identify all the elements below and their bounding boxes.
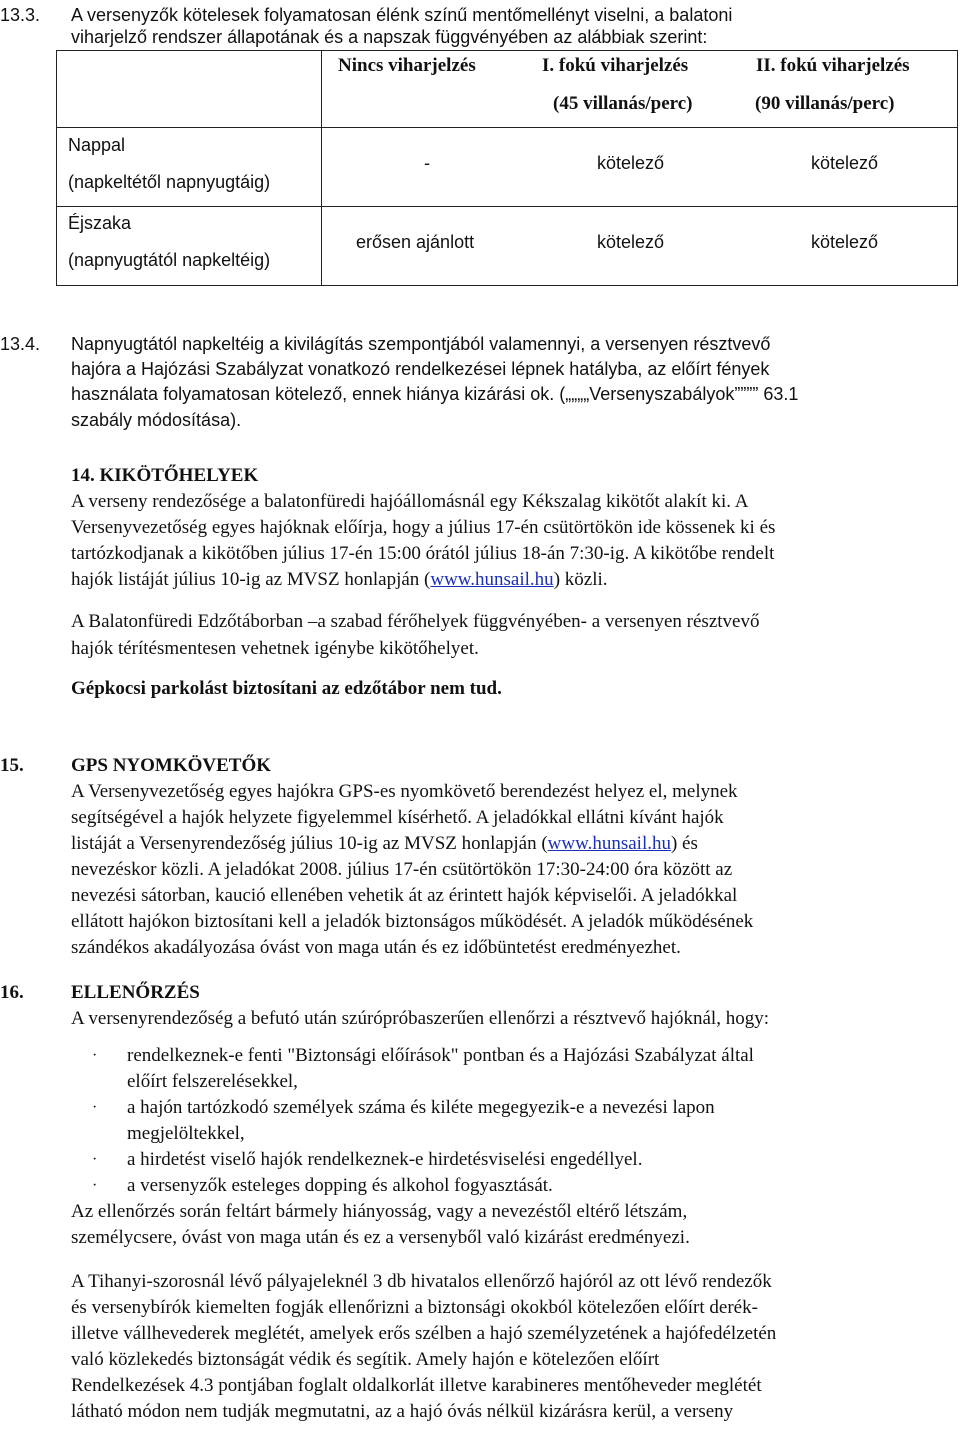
section-16-tihany-line: illetve vállhevederek meglétét, amelyek erős szélben a hajó személyzetének a hajófedélzetén	[71, 1323, 777, 1344]
section-15-text-end: ) és	[670, 833, 698, 854]
section-16-after-line: személycsere, óvást von maga után és ez a versenyből való kizárást eredményezi.	[71, 1227, 690, 1248]
section-16-tihany-line: való közlekedés biztonságát védik és segítik. Amely hajón e kötelezően előírt	[71, 1349, 660, 1370]
section-15-text: listáját a Versenyrendezőség július 10-ig az MVSZ honlapján (	[71, 833, 548, 854]
section-14-parking-note: Gépkocsi parkolást biztosítani az edzőtábor nem tud.	[71, 678, 502, 699]
bullet-marker: ·	[92, 1099, 98, 1116]
cell-day-first-degree: kötelező	[597, 153, 665, 173]
hunsail-link[interactable]: www.hunsail.hu	[430, 569, 554, 590]
check-item-line: rendelkeznek-e fenti "Biztonsági előírások" pontban és a Hajózási Szabályzat által	[127, 1045, 754, 1066]
cell-night-first-degree: kötelező	[597, 232, 665, 252]
section-14-p1-line: A verseny rendezősége a balatonfüredi hajóállomásnál egy Kékszalag kikötőt alakít ki. A	[71, 491, 749, 512]
section-14-p1-line: Versenyvezetőség egyes hajóknak előírja, hogy a július 17-én csütörtökön ide kössenek ki és	[71, 517, 776, 538]
row-header-day-detail: (napkeltétől napnyugtáig)	[68, 172, 271, 192]
row-header-night: Éjszaka	[68, 213, 132, 233]
bullet-marker: ·	[92, 1177, 98, 1194]
bullet-marker: ·	[92, 1151, 98, 1168]
section-16-intro: A versenyrendezőség a befutó után szúrópróbaszerűen ellenőrzi a résztvevő hajóknál, hogy:	[71, 1008, 769, 1029]
section-14-p1-last-line	[71, 568, 608, 592]
section-15-line: nevezéskor közli. A jeladókat 2008. július 17-én csütörtökön 17:30-24:00 óra között az	[71, 859, 733, 880]
section-13-3-line-1: A versenyzők kötelesek folyamatosan élénk színű mentőmellényt viselni, a balatoni	[71, 5, 733, 25]
section-15-line: ellátott hajókon biztosítani kell a jeladók biztonságos működését. A jeladók működésének	[71, 911, 754, 932]
section-14-p1-line: tartózkodjanak a kikötőben július 17-én 15:00 órától július 18-án 7:30-ig. A kikötőbe rendelt	[71, 543, 775, 564]
section-14-p2-line: hajók térítésmentesen vehetnek igénybe kikötőhelyet.	[71, 638, 479, 659]
section-14-p2-line: A Balatonfüredi Edzőtáborban –a szabad férőhelyek függvényében- a versenyen résztvevő	[71, 611, 760, 632]
col-header-second-degree: II. fokú viharjelzés	[756, 55, 910, 76]
section-16-tihany-line: látható módon nem tudják megmutatni, az a hajó óvás nélkül kizárásra kerül, a verseny	[71, 1401, 734, 1422]
section-14-p1-text: hajók listáját július 10-ig az MVSZ honlapján (	[71, 569, 431, 590]
check-item-line: a hirdetést viselő hajók rendelkeznek-e hirdetésviselési engedéllyel.	[127, 1149, 643, 1170]
col-header-first-degree-rate: (45 villanás/perc)	[553, 93, 693, 114]
check-item-line: a versenyzők esteleges dopping és alkohol fogyasztását.	[127, 1175, 553, 1196]
cell-night-no-warning: erősen ajánlott	[356, 232, 475, 252]
col-header-first-degree: I. fokú viharjelzés	[542, 55, 689, 76]
check-item-line: a hajón tartózkodó személyek száma és kiléte megegyezik-e a nevezési lapon	[127, 1097, 715, 1118]
col-header-no-warning: Nincs viharjelzés	[338, 55, 476, 76]
section-13-3-line-2: viharjelző rendszer állapotának és a napszak függvényében az alábbiak szerint:	[71, 27, 708, 47]
cell-night-second-degree: kötelező	[811, 232, 879, 252]
section-16-title: ELLENŐRZÉS	[71, 982, 200, 1003]
hunsail-link[interactable]: www.hunsail.hu	[547, 833, 671, 854]
section-13-4-line: használata folyamatosan kötelező, ennek hiánya kizárási ok. („„„„Versenyszabályok”””” 63.1	[71, 384, 799, 404]
row-header-night-detail: (napnyugtától napkeltéig)	[68, 250, 271, 270]
cell-day-second-degree: kötelező	[811, 153, 879, 173]
check-item-line: megjelöltekkel,	[127, 1123, 245, 1144]
section-14-p1-text-end: ) közli.	[553, 569, 608, 590]
section-16-tihany-line: A Tihanyi-szorosnál lévő pályajeleknél 3 db hivatalos ellenőrző hajóról az ott lévő rendezők	[71, 1271, 772, 1292]
section-13-4-line: Napnyugtától napkeltéig a kivilágítás szempontjából valamennyi, a versenyen résztvevő	[71, 334, 771, 354]
section-15-line: A Versenyvezetőség egyes hajókra GPS-es nyomkövető berendezést helyez el, melynek	[71, 781, 738, 802]
section-15-line: nevezési sátorban, kaució ellenében vehetik át az érintett hajók képviselői. A jeladókkal	[71, 885, 738, 906]
cell-day-no-warning: -	[424, 153, 430, 173]
section-number-13-3: 13.3.	[0, 5, 41, 25]
section-14-heading: 14. KIKÖTŐHELYEK	[71, 465, 259, 486]
bullet-marker: ·	[92, 1047, 98, 1064]
section-16-after-line: Az ellenőrzés során feltárt bármely hiányosság, vagy a nevezéstől eltérő létszám,	[71, 1201, 688, 1222]
check-item-line: előírt felszerelésekkel,	[127, 1071, 298, 1092]
row-header-day: Nappal	[68, 135, 126, 155]
col-header-second-degree-rate: (90 villanás/perc)	[755, 93, 895, 114]
section-16-tihany-line: Rendelkezések 4.3 pontjában foglalt oldalkorlát illetve karabineres mentőheveder meglétét	[71, 1375, 762, 1396]
section-15-link-line	[71, 832, 698, 856]
section-13-4-line: szabály módosítása).	[71, 410, 242, 430]
section-number-13-4: 13.4.	[0, 334, 41, 354]
table-corner-cell	[57, 51, 322, 128]
section-16-tihany-line: és versenybírók kiemelten fogják ellenőrizni a biztonsági okokból kötelezően előírt derék-	[71, 1297, 758, 1318]
section-15-title: GPS NYOMKÖVETŐK	[71, 755, 272, 776]
section-15-line: szándékos akadályozása óvást von maga után és ez időbüntetést eredményezhet.	[71, 937, 681, 958]
section-number-16: 16.	[0, 982, 24, 1003]
section-15-line: segítségével a hajók helyzete figyelemmel kísérhető. A jeladókkal ellátni kívánt hajók	[71, 807, 724, 828]
section-number-15: 15.	[0, 755, 24, 776]
section-13-4-line: hajóra a Hajózási Szabályzat vonatkozó rendelkezései lépnek hatályba, az előírt fények	[71, 359, 770, 379]
